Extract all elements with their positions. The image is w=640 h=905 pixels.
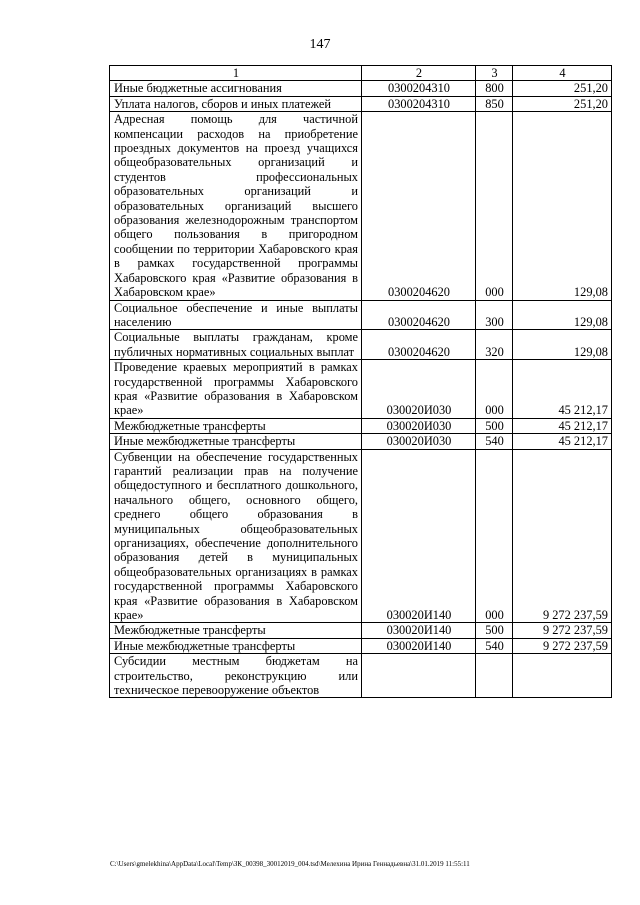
row-kind: 000 [476, 112, 513, 300]
row-code: 0300204620 [362, 330, 476, 360]
budget-table [109, 65, 612, 698]
header-col-2: 2 [362, 66, 476, 81]
row-amount: 9 272 237,59 [513, 638, 612, 653]
row-amount: 45 212,17 [513, 434, 612, 449]
row-name: Субвенции на обеспечение государственных гарантий реализации прав на получение общедоступного и бесплатного дошкольного, начального общего, основного общего, среднего общего образования в муниципальных общеобразовательных организациях, обеспечение дополнительного образования детей в муниципальных общеобразовательных организациях в рамках государственной программы Хабаровского края «Развитие образования в Хабаровском крае» [110, 449, 362, 623]
row-kind: 320 [476, 330, 513, 360]
row-name: Социальные выплаты гражданам, кроме публичных нормативных социальных выплат [110, 330, 362, 360]
row-code [362, 654, 476, 698]
row-amount: 45 212,17 [513, 360, 612, 419]
row-code: 030020И030 [362, 434, 476, 449]
row-name: Иные межбюджетные трансферты [110, 434, 362, 449]
row-kind: 850 [476, 96, 513, 111]
row-amount: 9 272 237,59 [513, 623, 612, 638]
table-row [110, 96, 612, 111]
row-amount: 251,20 [513, 81, 612, 96]
table-row [110, 654, 612, 698]
header-col-3: 3 [476, 66, 513, 81]
row-kind [476, 654, 513, 698]
header-col-1: 1 [110, 66, 362, 81]
table-row [110, 449, 612, 623]
row-amount: 45 212,17 [513, 418, 612, 433]
row-kind: 000 [476, 360, 513, 419]
row-amount: 251,20 [513, 96, 612, 111]
table-row [110, 112, 612, 300]
row-kind: 540 [476, 638, 513, 653]
row-name: Субсидии местным бюджетам на строительство, реконструкцию или техническое перевооружение объектов [110, 654, 362, 698]
row-amount: 129,08 [513, 300, 612, 330]
row-kind: 300 [476, 300, 513, 330]
table-row [110, 434, 612, 449]
row-code: 0300204310 [362, 96, 476, 111]
row-kind: 500 [476, 418, 513, 433]
row-amount: 129,08 [513, 112, 612, 300]
row-code: 030020И140 [362, 638, 476, 653]
header-col-4: 4 [513, 66, 612, 81]
row-code: 030020И030 [362, 418, 476, 433]
row-name: Иные бюджетные ассигнования [110, 81, 362, 96]
table-row [110, 330, 612, 360]
row-amount: 129,08 [513, 330, 612, 360]
row-code: 0300204310 [362, 81, 476, 96]
row-code: 030020И140 [362, 623, 476, 638]
row-name: Межбюджетные трансферты [110, 418, 362, 433]
table-row [110, 360, 612, 419]
table-row [110, 81, 612, 96]
row-name: Проведение краевых мероприятий в рамках государственной программы Хабаровского края «Развитие образования в Хабаровском крае» [110, 360, 362, 419]
table-row [110, 638, 612, 653]
row-name: Адресная помощь для частичной компенсации расходов на приобретение проездных документов на проезд учащихся общеобразовательных организаций и студентов профессиональных образовательных организаций и образовательных организаций высшего образования железнодорожным транспортом общего пользования в пригородном сообщении по территории Хабаровского края в рамках государственной программы Хабаровского края «Развитие образования в Хабаровском крае» [110, 112, 362, 300]
row-amount: 9 272 237,59 [513, 449, 612, 623]
row-kind: 500 [476, 623, 513, 638]
row-name: Межбюджетные трансферты [110, 623, 362, 638]
row-code: 0300204620 [362, 112, 476, 300]
row-code: 030020И140 [362, 449, 476, 623]
row-name: Социальное обеспечение и иные выплаты населению [110, 300, 362, 330]
row-kind: 800 [476, 81, 513, 96]
table-row [110, 300, 612, 330]
table-header-row [110, 66, 612, 81]
page-number: 147 [309, 37, 331, 52]
row-code: 0300204620 [362, 300, 476, 330]
row-kind: 000 [476, 449, 513, 623]
row-name: Иные межбюджетные трансферты [110, 638, 362, 653]
row-amount [513, 654, 612, 698]
table-row [110, 418, 612, 433]
row-kind: 540 [476, 434, 513, 449]
row-name: Уплата налогов, сборов и иных платежей [110, 96, 362, 111]
row-code: 030020И030 [362, 360, 476, 419]
table-row [110, 623, 612, 638]
footer-file-path: C:\Users\gmelekhina\AppData\Local\Temp\ЗК_00398_30012019_004.tsd\Мелехина Ирина Геннадьевна\31.01.2019 11:55:11 [110, 860, 470, 868]
